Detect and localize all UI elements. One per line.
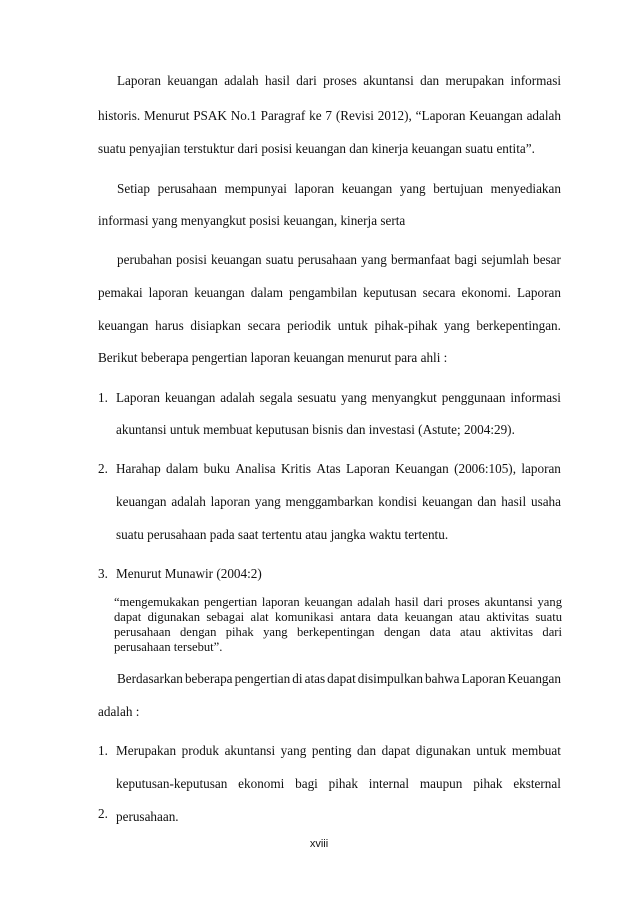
- p1-line-2: historis. Menurut PSAK No.1 Paragraf ke 7 (Revisi 2012), “Laporan Keuangan adalah: [98, 108, 561, 123]
- list1-item2-number: 2.: [98, 461, 108, 476]
- list1-item1-line-1: Laporan keuangan adalah segala sesuatu yang menyangkut penggunaan informasi: [116, 390, 561, 405]
- p3-line-2: pemakai laporan keuangan dalam pengambilan keputusan secara ekonomi. Laporan: [98, 285, 561, 300]
- p3-line-3: keuangan harus disiapkan secara periodik untuk pihak-pihak yang berkepentingan.: [98, 318, 561, 333]
- p4-line-1: Berdasarkan beberapa pengertian di atas dapat disimpulkan bahwa Laporan Keuangan: [117, 671, 561, 686]
- list2-item1-line-1: Merupakan produk akuntansi yang penting dan dapat digunakan untuk membuat: [116, 743, 561, 758]
- list1-item3-number: 3.: [98, 566, 108, 581]
- p1-line-3: suatu penyajian terstuktur dari posisi keuangan dan kinerja keuangan suatu entita”.: [98, 141, 535, 156]
- list2-item1-line-2: keputusan-keputusan ekonomi bagi pihak internal maupun pihak eksternal: [116, 776, 561, 791]
- list1-item2-line-2: keuangan adalah laporan yang menggambarkan kondisi keuangan dan hasil usaha: [116, 494, 561, 509]
- list1-item1-line-2: akuntansi untuk membuat keputusan bisnis dan investasi (Astute; 2004:29).: [116, 422, 515, 437]
- list1-item1-number: 1.: [98, 390, 108, 405]
- page-number: xviii: [309, 838, 329, 850]
- p1-line-1: Laporan keuangan adalah hasil dari proses akuntansi dan merupakan informasi: [117, 73, 561, 88]
- list1-item2-line-1: Harahap dalam buku Analisa Kritis Atas Laporan Keuangan (2006:105), laporan: [116, 461, 561, 476]
- list1-item2-line-3: suatu perusahaan pada saat tertentu atau jangka waktu tertentu.: [116, 527, 449, 542]
- p3-line-1: perubahan posisi keuangan suatu perusahaan yang bermanfaat bagi sejumlah besar: [117, 252, 561, 267]
- list2-item1-line-3: perusahaan.: [116, 809, 179, 824]
- p2-line-1: Setiap perusahaan mempunyai laporan keuangan yang bertujuan menyediakan: [117, 181, 561, 196]
- list1-item3-line-1: Menurut Munawir (2004:2): [116, 566, 262, 581]
- p2-line-2: informasi yang menyangkut posisi keuangan, kinerja serta: [98, 213, 406, 228]
- list2-item2-number-visible: 2.: [98, 806, 108, 821]
- p4-line-2: adalah :: [98, 704, 140, 719]
- p3-line-4: Berikut beberapa pengertian laporan keuangan menurut para ahli :: [98, 350, 448, 365]
- munawir-quote: “mengemukakan pengertian laporan keuangan adalah hasil dari proses akuntansi yang dapat digunakan sebagai alat komunikasi antara data keuangan atau aktivitas suatu perusahaan dengan pihak yang berkepentingan dengan data atau aktivitas dari perusahaan tersebut”.: [114, 595, 562, 654]
- list2-item1-number: 1.: [98, 743, 108, 758]
